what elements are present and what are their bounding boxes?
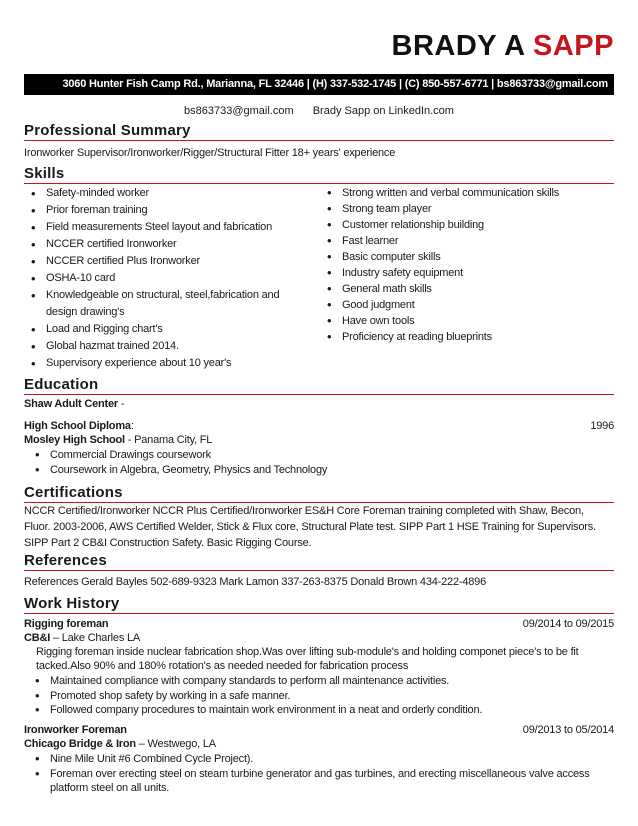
company-location: – Westwego, LA bbox=[135, 738, 216, 750]
list-item: • Foreman over erecting steel on steam turbine generator and gas turbines, and erecting miscellaneous valve access bbox=[24, 767, 590, 782]
first-name: BRADY A bbox=[391, 30, 534, 62]
candidate-name bbox=[392, 30, 614, 63]
summary-text: Ironworker Supervisor/Ironworker/Rigger/Structural Fitter 18+ years' experience bbox=[24, 147, 396, 159]
skills-heading: Skills bbox=[24, 165, 614, 184]
email-link[interactable]: bs863733@gmail.com bbox=[184, 105, 294, 117]
school2 bbox=[24, 434, 212, 446]
company-name: CB&I bbox=[24, 632, 51, 644]
list-item: • Strong written and verbal communication skills bbox=[322, 185, 559, 201]
sub-contact bbox=[0, 105, 638, 117]
school1 bbox=[24, 398, 124, 410]
school1-name: Shaw Adult Center bbox=[24, 398, 118, 410]
school2-name: Mosley High School bbox=[24, 434, 125, 446]
job-dates: 09/2013 to 05/2014 bbox=[522, 724, 614, 736]
education-list bbox=[24, 448, 327, 477]
degree-name: High School Diploma bbox=[24, 420, 131, 432]
list-item: • Nine Mile Unit #6 Combined Cycle Project). bbox=[24, 752, 590, 767]
list-item: • Coursework in Algebra, Geometry, Physics and Technology bbox=[24, 463, 327, 478]
job-company bbox=[24, 738, 216, 750]
degree-year: 1996 bbox=[590, 420, 614, 432]
list-item: • Customer relationship building bbox=[322, 217, 559, 233]
contact-bar: 3060 Hunter Fish Camp Rd., Marianna, FL 32446 | (H) 337-532-1745 | (C) 850-557-6771 | bs863733@gmail.com bbox=[24, 74, 614, 95]
list-item: • Strong team player bbox=[322, 201, 559, 217]
education-heading: Education bbox=[24, 376, 614, 395]
skills-left-list bbox=[26, 185, 279, 372]
work-history-heading: Work History bbox=[24, 595, 614, 614]
school2-location: - Panama City, FL bbox=[124, 434, 213, 446]
list-item: • Prior foreman training bbox=[26, 202, 279, 219]
summary-heading: Professional Summary bbox=[24, 122, 614, 141]
linkedin-link[interactable]: Brady Sapp on LinkedIn.com bbox=[312, 105, 454, 117]
job-title: Rigging foreman bbox=[24, 618, 109, 630]
certifications-heading: Certifications bbox=[24, 484, 614, 503]
list-item: • Knowledgeable on structural, steel,fabrication and bbox=[26, 287, 279, 304]
references-text: References Gerald Bayles 502-689-9323 Mark Lamon 337-263-8375 Donald Brown 434-222-4896 bbox=[24, 576, 487, 588]
list-item: • Supervisory experience about 10 year's bbox=[26, 355, 279, 372]
job-bullets bbox=[24, 674, 482, 718]
list-item: • Have own tools bbox=[322, 313, 559, 329]
list-item: • OSHA-10 card bbox=[26, 270, 279, 287]
list-item: • Safety-minded worker bbox=[26, 185, 279, 202]
list-item: • Promoted shop safety by working in a safe manner. bbox=[24, 689, 482, 704]
list-item: • Followed company procedures to maintain work environment in a neat and orderly condition. bbox=[24, 703, 482, 718]
job-dates: 09/2014 to 09/2015 bbox=[522, 618, 614, 630]
list-item-continuation: design drawing's bbox=[46, 306, 125, 318]
cert-line: Fluor. 2003-2006, AWS Certified Welder, Stick & Flux core, Structural Plate test. SIPP Part 1 HSE Training for Supervisors. bbox=[24, 521, 596, 533]
job-description-cont: tacked.Also 90% and 180% rotation's as needed needed for fabrication process bbox=[36, 660, 409, 672]
list-item: • General math skills bbox=[322, 281, 559, 297]
company-location: – Lake Charles LA bbox=[50, 632, 141, 644]
list-item: • Good judgment bbox=[322, 297, 559, 313]
list-item: • Proficiency at reading blueprints bbox=[322, 329, 559, 345]
degree bbox=[24, 420, 134, 432]
list-item: • Fast learner bbox=[322, 233, 559, 249]
references-heading: References bbox=[24, 552, 614, 571]
company-name: Chicago Bridge & Iron bbox=[24, 738, 136, 750]
job-company bbox=[24, 632, 140, 644]
skills-right-list bbox=[322, 185, 559, 345]
job-title: Ironworker Foreman bbox=[24, 724, 127, 736]
list-item: • Commercial Drawings coursework bbox=[24, 448, 327, 463]
list-item: • Industry safety equipment bbox=[322, 265, 559, 281]
list-item: • NCCER certified Plus Ironworker bbox=[26, 253, 279, 270]
cert-line: SIPP Part 2 CB&I Construction Safety. Basic Rigging Course. bbox=[24, 537, 312, 549]
list-item: • Basic computer skills bbox=[322, 249, 559, 265]
job-bullets bbox=[24, 752, 590, 796]
list-item: • Maintained compliance with company standards to perform all maintenance activities. bbox=[24, 674, 482, 689]
degree-colon: : bbox=[130, 420, 134, 432]
job-description: Rigging foreman inside nuclear fabrication shop.Was over lifting sub-module's and holding componet piece's to be fit bbox=[36, 646, 579, 658]
list-item: • Global hazmat trained 2014. bbox=[26, 338, 279, 355]
list-item: • NCCER certified Ironworker bbox=[26, 236, 279, 253]
cert-line: NCCR Certified/Ironworker NCCR Plus Certified/Ironworker ES&H Core Foreman training completed with Shaw, Becon, bbox=[24, 505, 584, 517]
list-item-continuation: platform steel on all units. bbox=[50, 782, 170, 794]
last-name: SAPP bbox=[533, 30, 614, 62]
certifications-text bbox=[24, 503, 614, 551]
list-item: • Load and Rigging chart's bbox=[26, 321, 279, 338]
list-item: • Field measurements Steel layout and fabrication bbox=[26, 219, 279, 236]
school1-sep: - bbox=[117, 398, 125, 410]
